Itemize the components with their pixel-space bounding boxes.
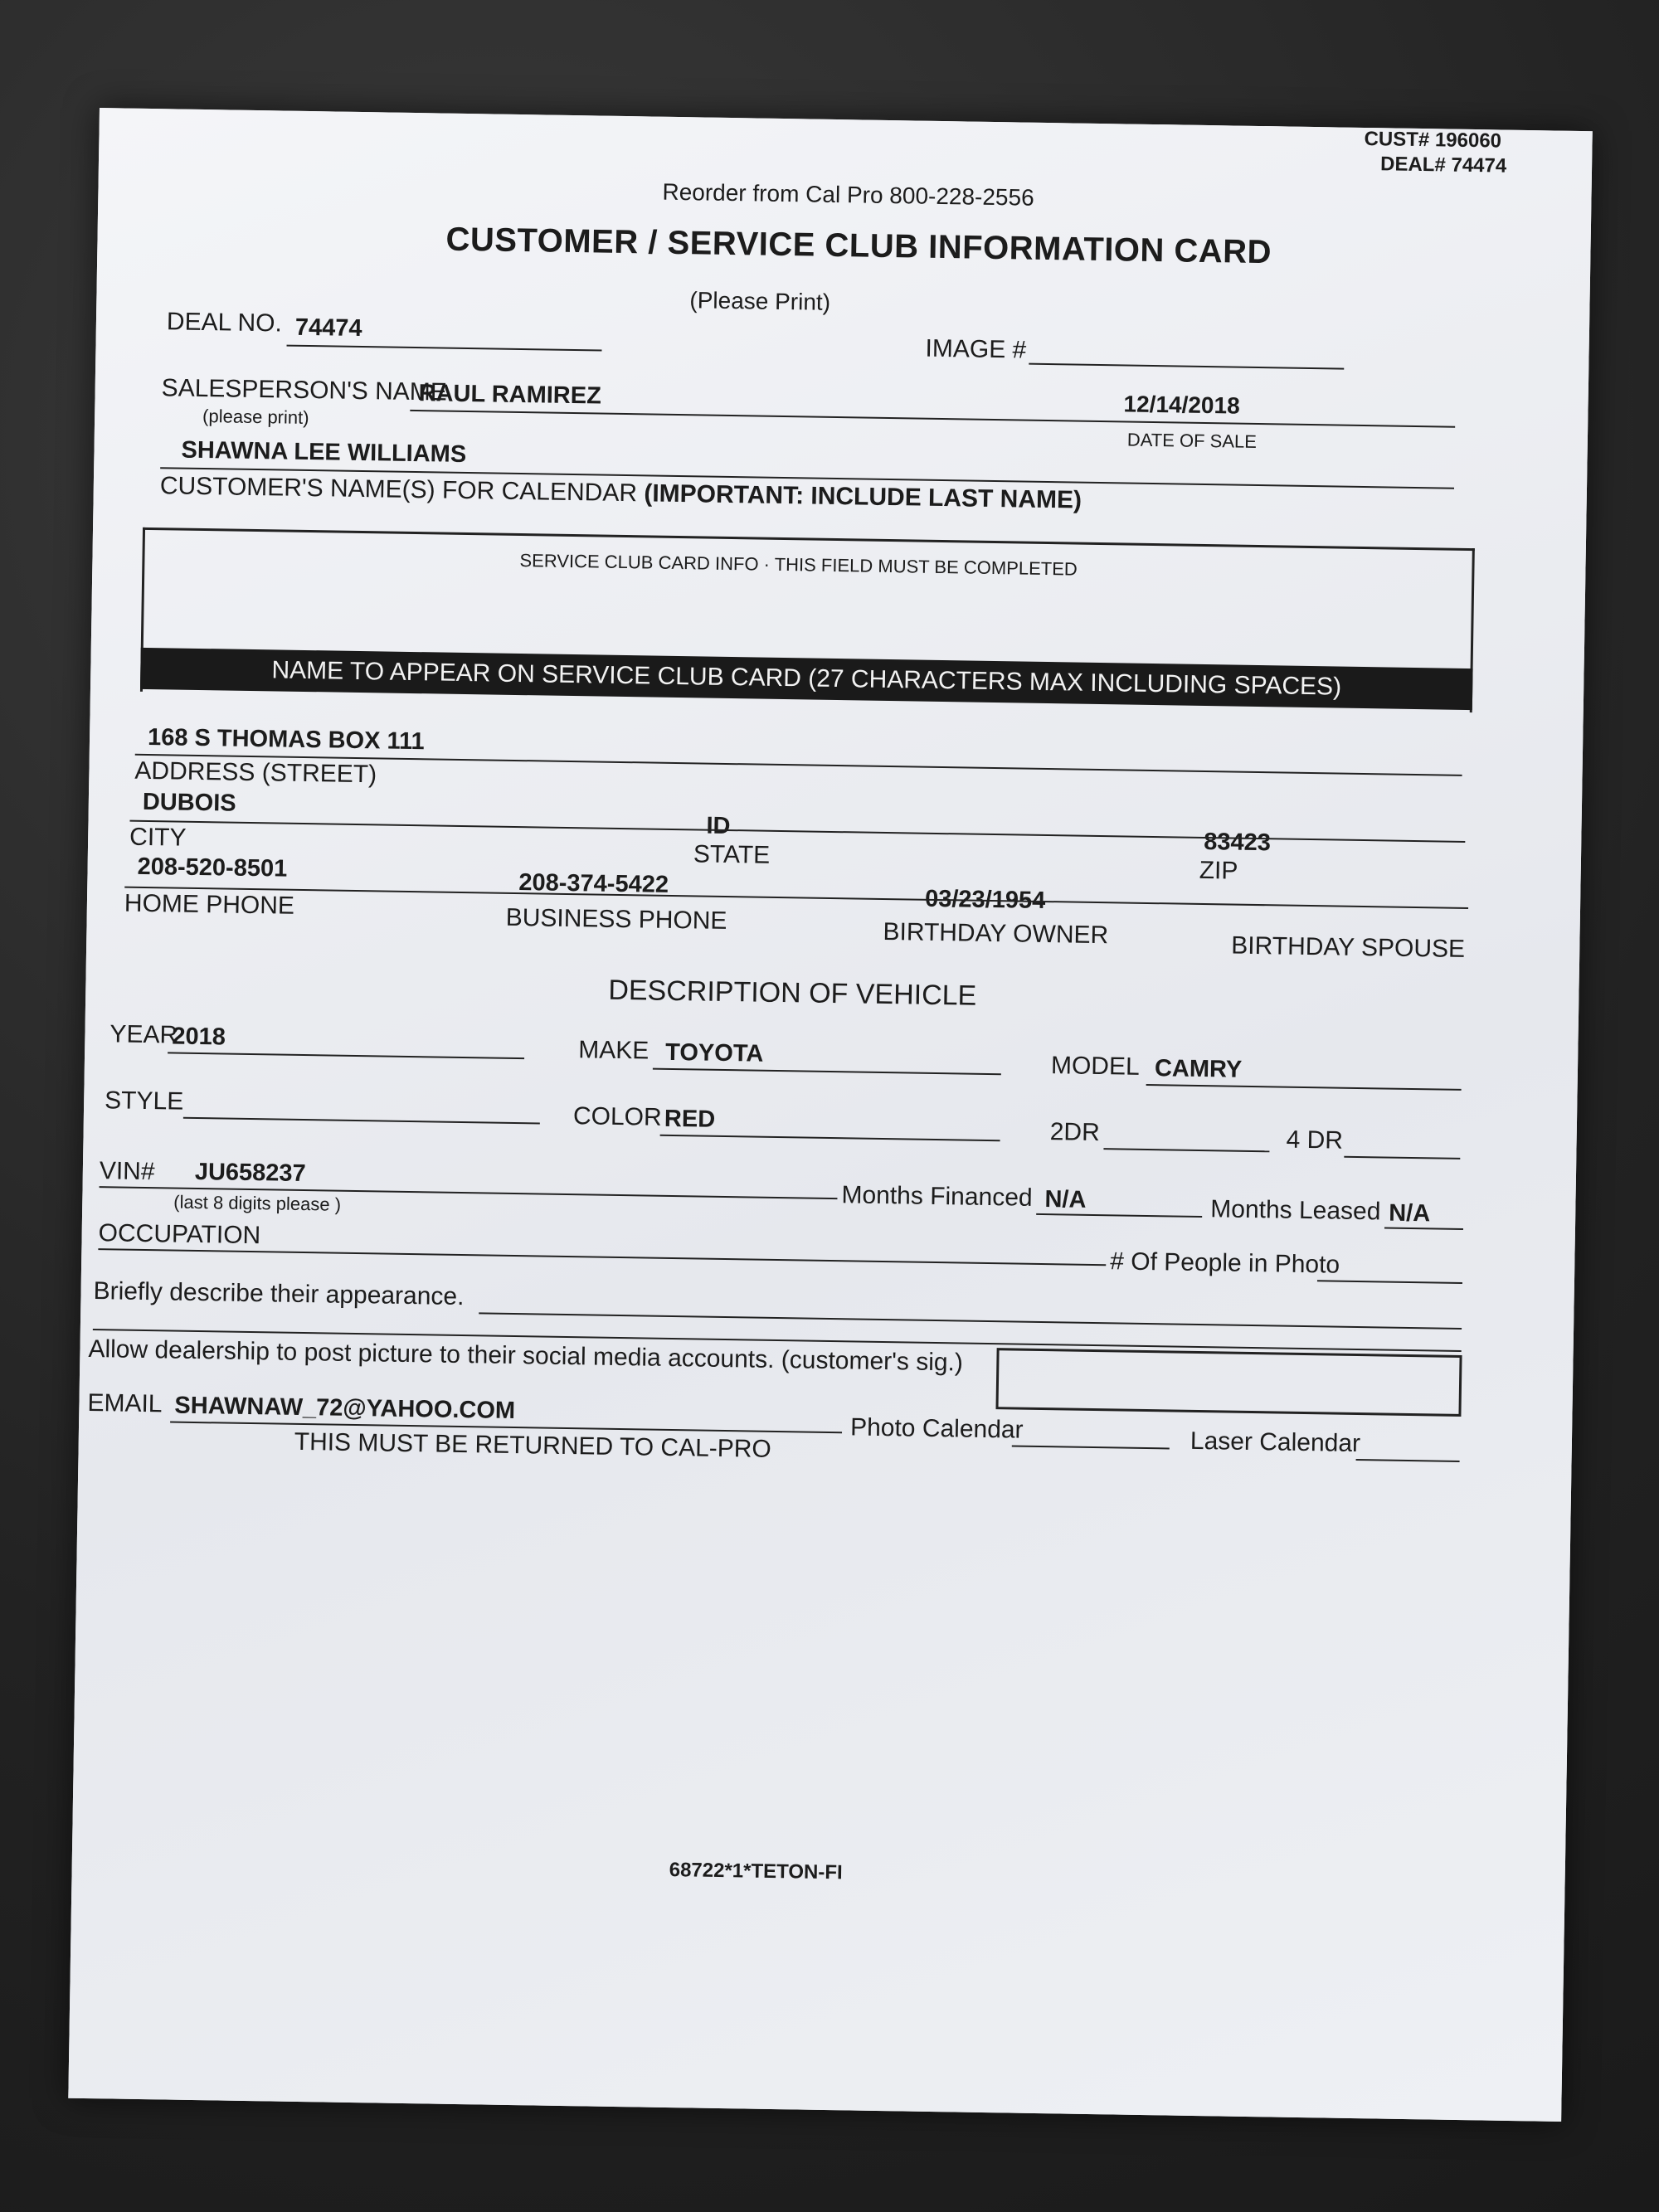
date-of-sale-label: DATE OF SALE [1126, 429, 1258, 452]
social-media-signature-box[interactable] [995, 1348, 1462, 1417]
make-label: MAKE [577, 1036, 649, 1065]
salesperson-sublabel: (please print) [202, 405, 309, 429]
vin-sublabel: (last 8 digits please ) [173, 1191, 342, 1215]
return-note: THIS MUST BE RETURNED TO CAL-PRO [294, 1427, 772, 1463]
form-title: CUSTOMER / SERVICE CLUB INFORMATION CARD [445, 221, 1272, 271]
address-label: ADDRESS (STREET) [134, 756, 377, 789]
photo-calendar-label: Photo Calendar [849, 1413, 1024, 1444]
email-value[interactable]: SHAWNAW_72@YAHOO.COM [174, 1392, 516, 1425]
please-print-note: (Please Print) [689, 287, 831, 315]
birthday-owner-value[interactable]: 03/23/1954 [924, 885, 1046, 915]
months-financed-label: Months Financed [841, 1181, 1033, 1212]
style-line[interactable] [183, 1117, 540, 1125]
model-value[interactable]: CAMRY [1154, 1055, 1243, 1083]
date-of-sale-value[interactable]: 12/14/2018 [1123, 391, 1240, 419]
address-value[interactable]: 168 S THOMAS BOX 111 [147, 724, 425, 756]
birthday-owner-label: BIRTHDAY OWNER [883, 917, 1109, 950]
months-financed-line [1036, 1213, 1202, 1218]
reorder-note: Reorder from Cal Pro 800-228-2556 [662, 178, 1034, 211]
vin-value[interactable]: JU658237 [194, 1158, 306, 1188]
home-phone-value[interactable]: 208-520-8501 [137, 853, 288, 882]
customer-name-important: (IMPORTANT: INCLUDE LAST NAME) [644, 479, 1082, 514]
style-label: STYLE [104, 1087, 184, 1116]
customer-name-label-text: CUSTOMER'S NAME(S) FOR CALENDAR [159, 472, 638, 508]
cust-number: CUST# 196060 [1364, 127, 1502, 153]
footer-code: 68722*1*TETON-FI [669, 1859, 843, 1884]
color-line [660, 1135, 1000, 1141]
salesperson-label: SALESPERSON'S NAME [161, 374, 448, 406]
deal-no-value[interactable]: 74474 [294, 314, 362, 343]
year-label: YEAR [109, 1020, 178, 1049]
business-phone-label: BUSINESS PHONE [505, 903, 727, 936]
deal-no-label: DEAL NO. [166, 308, 283, 338]
laser-calendar-line[interactable] [1356, 1459, 1460, 1462]
year-line [168, 1052, 524, 1059]
customer-name-value[interactable]: SHAWNA LEE WILLIAMS [181, 436, 467, 468]
occupation-line[interactable] [98, 1248, 1106, 1266]
months-leased-label: Months Leased [1210, 1195, 1381, 1226]
zip-value[interactable]: 83423 [1204, 829, 1272, 857]
deal-no-line [287, 345, 602, 352]
photo-calendar-line[interactable] [1012, 1445, 1170, 1449]
months-leased-value[interactable]: N/A [1389, 1199, 1431, 1228]
home-phone-label: HOME PHONE [124, 889, 295, 920]
email-label: EMAIL [87, 1388, 163, 1418]
color-value[interactable]: RED [664, 1105, 716, 1133]
vin-label: VIN# [99, 1157, 155, 1186]
city-value[interactable]: DUBOIS [142, 788, 236, 817]
occupation-label: OCCUPATION [98, 1219, 261, 1250]
phones-line [124, 887, 1468, 909]
social-media-label: Allow dealership to post picture to their social media accounts. (customer's sig.) [88, 1334, 964, 1377]
image-number-line[interactable] [1029, 363, 1344, 370]
state-label: STATE [693, 840, 771, 869]
form-paper [68, 108, 1592, 2122]
business-phone-value[interactable]: 208-374-5422 [518, 869, 669, 898]
people-in-photo-line[interactable] [1317, 1280, 1462, 1284]
deal-number-top: DEAL# 74474 [1379, 153, 1507, 177]
vehicle-heading: DESCRIPTION OF VEHICLE [608, 974, 977, 1012]
year-value[interactable]: 2018 [172, 1023, 226, 1051]
two-door-line[interactable] [1103, 1148, 1269, 1152]
salesperson-line [410, 410, 1455, 428]
appearance-label: Briefly describe their appearance. [93, 1277, 465, 1311]
zip-label: ZIP [1199, 856, 1238, 885]
model-label: MODEL [1050, 1052, 1140, 1081]
four-door-label: 4 DR [1286, 1125, 1344, 1155]
state-value[interactable]: ID [706, 812, 731, 840]
salesperson-value[interactable]: RAUL RAMIREZ [418, 380, 602, 410]
four-door-line[interactable] [1344, 1156, 1460, 1159]
service-club-name-bar: NAME TO APPEAR ON SERVICE CLUB CARD (27 CHARACTERS MAX INCLUDING SPACES) [140, 648, 1473, 710]
appearance-line[interactable] [479, 1312, 1462, 1330]
two-door-label: 2DR [1049, 1118, 1101, 1147]
make-value[interactable]: TOYOTA [664, 1038, 764, 1067]
laser-calendar-label: Laser Calendar [1190, 1427, 1361, 1458]
color-label: COLOR [572, 1102, 662, 1131]
months-financed-value[interactable]: N/A [1044, 1186, 1087, 1213]
birthday-spouse-label: BIRTHDAY SPOUSE [1231, 931, 1466, 963]
customer-name-label [160, 472, 1082, 514]
model-line [1146, 1084, 1462, 1091]
months-leased-line [1384, 1227, 1463, 1229]
service-club-info: SERVICE CLUB CARD INFO · THIS FIELD MUST BE COMPLETED [519, 550, 1078, 580]
city-label: CITY [129, 823, 187, 852]
image-number-label: IMAGE # [925, 334, 1027, 364]
make-line [653, 1068, 1001, 1076]
people-in-photo-label: # Of People in Photo [1110, 1247, 1340, 1279]
